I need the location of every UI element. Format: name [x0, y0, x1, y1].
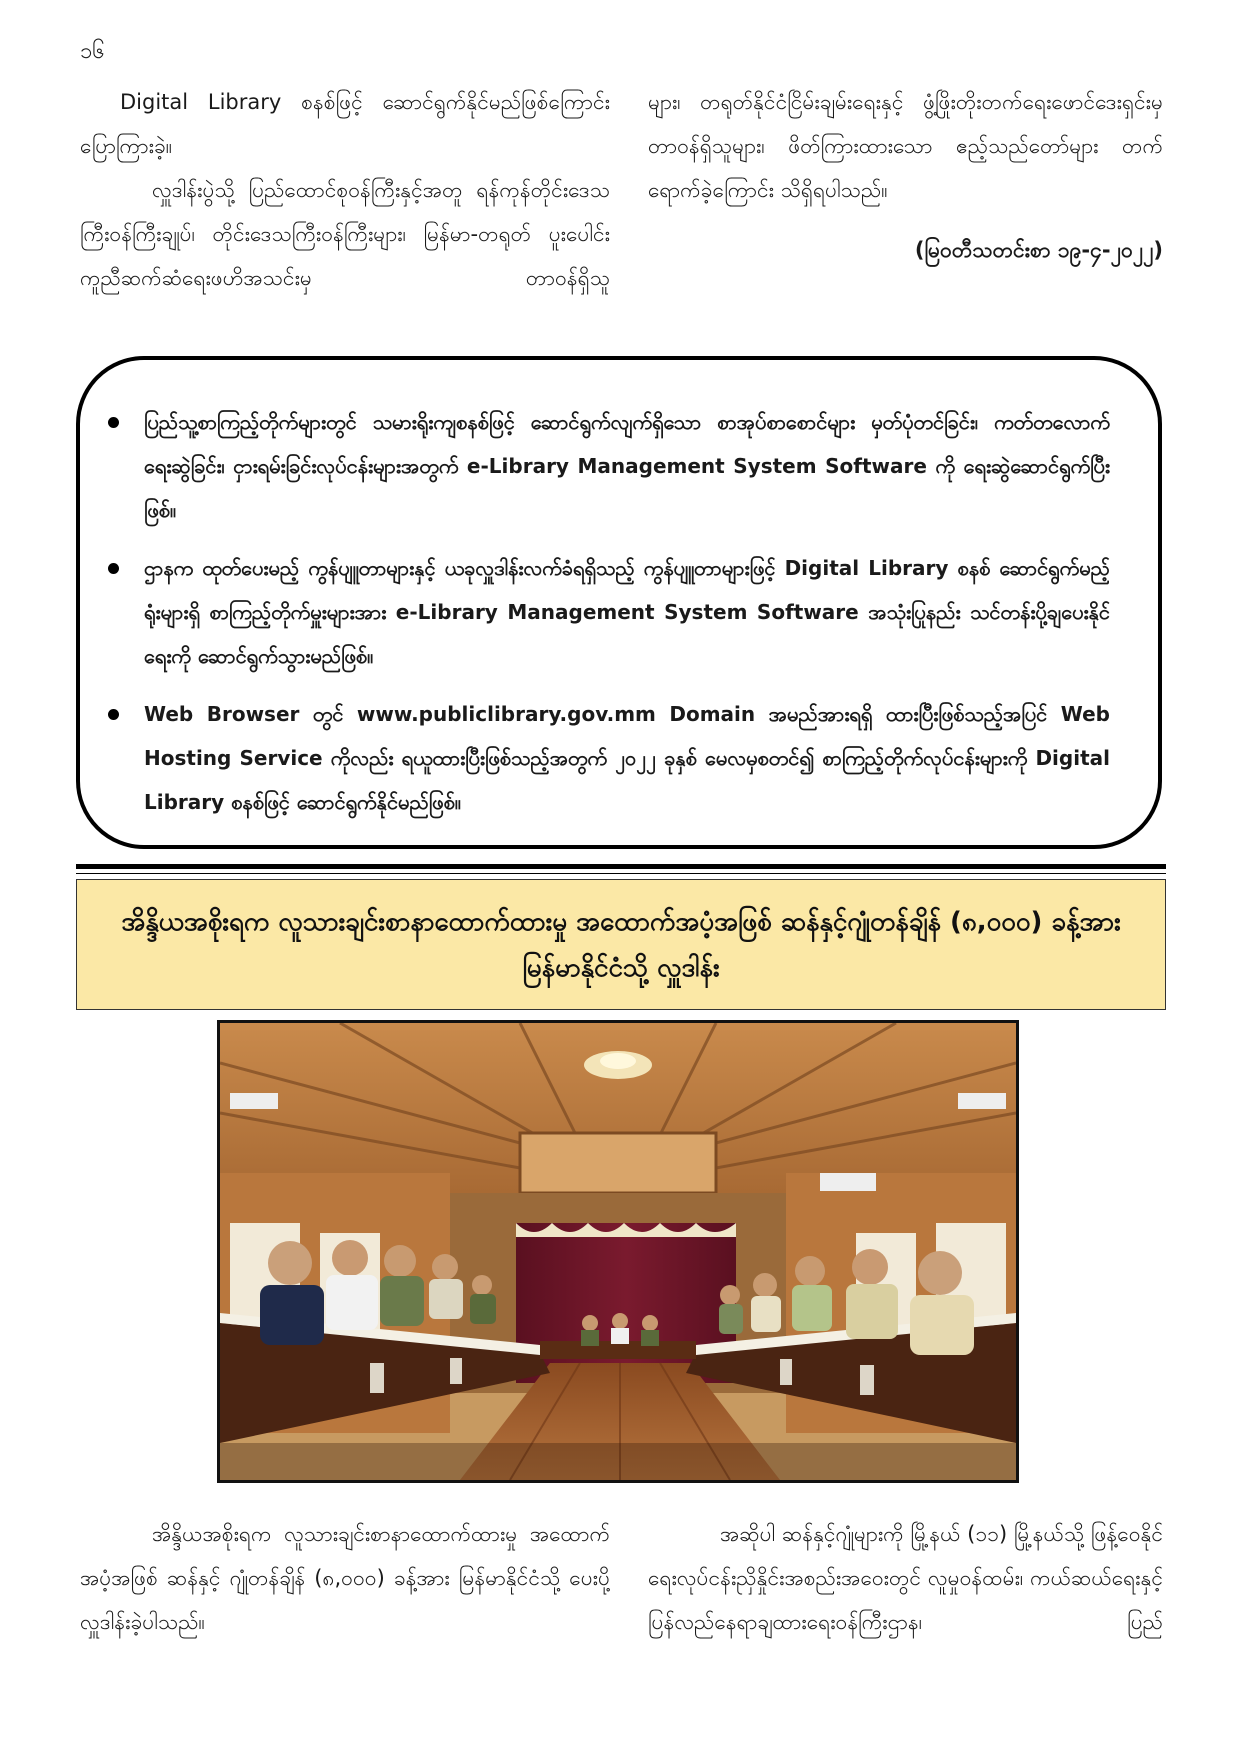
meeting-room-image	[220, 1023, 1016, 1480]
bullet-icon	[108, 563, 119, 574]
paragraph: Digital Library စနစ်ဖြင့် ဆောင်ရွက်နိုင်မည်ဖြစ်ကြောင်း ပြောကြားခဲ့။	[80, 90, 610, 158]
meeting-photo	[217, 1020, 1019, 1483]
bullet-list	[144, 400, 1110, 824]
bullet-text: Web Browser တွင် www.publiclibrary.gov.mm Domain အမည်အားရရှိ ထားပြီးဖြစ်သည့်အပြင် Web Hosting Service ကိုလည်း ရယူထားပြီးဖြစ်သည့်အတွက် ၂၀၂၂ ခုနှစ် မေလမှစတင်၍ စာကြည့်တိုက်လုပ်ငန်းများကို Digital Library စနစ်ဖြင့် ဆောင်ရွက်နိုင်မည်ဖြစ်။	[144, 702, 1110, 814]
bullet-item	[144, 692, 1110, 824]
section-divider-thin	[76, 873, 1166, 874]
paragraph: အဆိုပါ ဆန်နှင့်ဂျုံများကို မြို့နယ် (၁၁) မြို့နယ်သို့ ဖြန့်ဝေနိုင်ရေးလုပ်ငန်းညှိနှိုင်းအစည်းအဝေးတွင် လူမှုဝန်ထမ်း၊ ကယ်ဆယ်ရေးနှင့် ပြန်လည်နေရာချထားရေးဝန်ကြီးဌာန၊ ပြည်	[648, 1522, 1163, 1634]
bottom-article-left-column	[80, 1512, 610, 1644]
highlight-box	[76, 356, 1162, 849]
paragraph: လှူဒါန်းပွဲသို့ ပြည်ထောင်စုဝန်ကြီးနှင့်အတူ ရန်ကုန်တိုင်းဒေသကြီးဝန်ကြီးချုပ်၊ တိုင်းဒေသကြီးဝန်ကြီးများ၊ မြန်မာ-တရုတ် ပူးပေါင်းကူညီဆက်ဆံရေးဖဟိအသင်းမှ တာဝန်ရှိသူ	[80, 178, 610, 290]
paragraph: အိန္ဒိယအစိုးရက လူသားချင်းစာနာထောက်ထားမှု အထောက်အပံ့အဖြစ် ဆန်နှင့် ဂျုံတန်ချိန် (၈,၀၀၀) ခန့်အား မြန်မာနိုင်ငံသို့ ပေးပို့လှူဒါန်းခဲ့ပါသည်။	[80, 1522, 610, 1634]
headline-box	[76, 879, 1166, 1010]
top-article-right-column	[648, 80, 1163, 272]
bullet-icon	[108, 417, 119, 428]
section-divider	[76, 864, 1166, 869]
headline: အိန္ဒိယအစိုးရက လူသားချင်းစာနာထောက်ထားမှု အထောက်အပံ့အဖြစ် ဆန်နှင့်ဂျုံတန်ချိန် (၈,၀၀၀) ခန့်အား မြန်မာနိုင်ငံသို့ လှူဒါန်း	[121, 906, 1121, 983]
bullet-item	[144, 400, 1110, 532]
top-article-left-column	[80, 80, 610, 300]
bullet-text: ပြည်သူ့စာကြည့်တိုက်များတွင် သမားရိုးကျစနစ်ဖြင့် ဆောင်ရွက်လျက်ရှိသော စာအုပ်စာစောင်များ မှတ်ပုံတင်ခြင်း၊ ကတ်တလောက်ရေးဆွဲခြင်း၊ ငှားရမ်းခြင်းလုပ်ငန်းများအတွက် e-Library Management System Software ကို ရေးဆွဲဆောင်ရွက်ပြီးဖြစ်။	[144, 410, 1110, 522]
paragraph: များ၊ တရုတ်နိုင်ငံငြိမ်းချမ်းရေးနှင့် ဖွံ့ဖြိုးတိုးတက်ရေးဖောင်ဒေးရှင်းမှ တာဝန်ရှိသူများ၊ ဖိတ်ကြားထားသော ဧည့်သည်တော်များ တက်ရောက်ခဲ့ကြောင်း သိရှိရပါသည်။	[648, 90, 1163, 202]
bullet-text: ဌာနက ထုတ်ပေးမည့် ကွန်ပျူတာများနှင့် ယခုလှူဒါန်းလက်ခံရရှိသည့် ကွန်ပျူတာများဖြင့် Digital Library စနစ် ဆောင်ရွက်မည့် ရုံးများရှိ စာကြည့်တိုက်မှူးများအား e-Library Management System Software အသုံးပြုနည်း သင်တန်းပို့ချပေးနိုင်ရေးကို ဆောင်ရွက်သွားမည်ဖြစ်။	[144, 556, 1110, 668]
bullet-icon	[108, 709, 119, 720]
bottom-article-right-column	[648, 1512, 1163, 1644]
page-number: ၁၆	[80, 39, 105, 64]
bullet-item	[144, 546, 1110, 678]
source-citation: (မြဝတီသတင်းစာ ၁၉-၄-၂၀၂၂)	[914, 238, 1163, 262]
